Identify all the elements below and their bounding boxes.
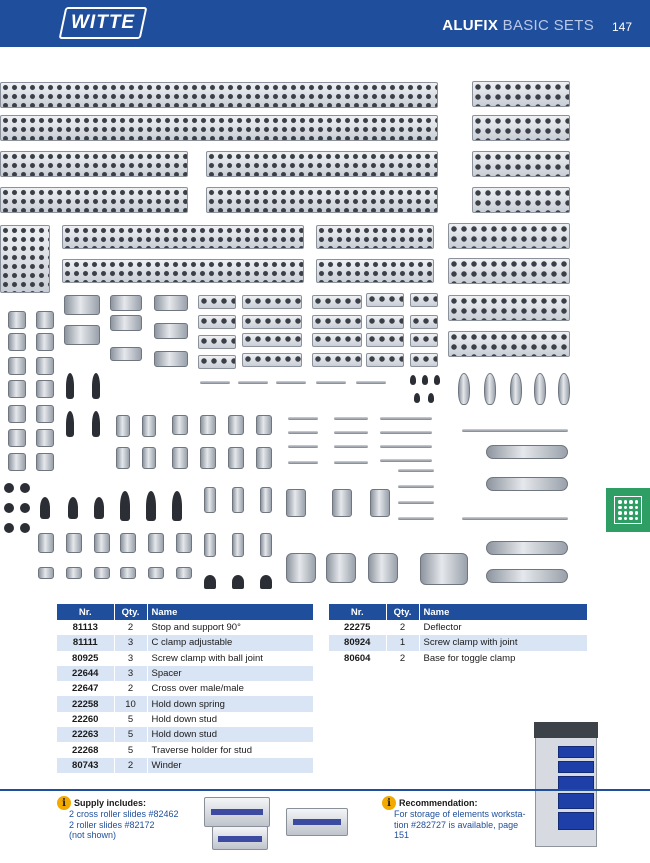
item-qty: 3 (114, 666, 147, 681)
roller-slide-image (286, 808, 348, 836)
section-title (442, 17, 594, 34)
workstation-cabinet-image (535, 727, 597, 847)
item-name: C clamp adjustable (147, 635, 314, 650)
item-name: Base for toggle clamp (419, 651, 588, 666)
page-number: 147 (611, 20, 632, 34)
item-number: 80925 (57, 651, 114, 666)
item-name: Winder (147, 758, 314, 773)
item-number: 22644 (57, 666, 114, 681)
table-row (57, 635, 314, 650)
item-number: 81113 (57, 620, 114, 635)
supply-line: 2 cross roller slides #82462 (69, 809, 179, 819)
table-row (57, 742, 314, 757)
parts-table-left (57, 604, 314, 773)
item-name: Screw clamp with ball joint (147, 651, 314, 666)
item-qty: 2 (386, 620, 419, 635)
item-qty: 10 (114, 696, 147, 711)
item-number: 22258 (57, 696, 114, 711)
item-qty: 2 (114, 758, 147, 773)
fixture-plate-icon (614, 496, 642, 524)
item-name: Cross over male/male (147, 681, 314, 696)
table-row (329, 620, 588, 635)
item-qty: 3 (114, 635, 147, 650)
table-header-row (57, 604, 314, 620)
table-row (57, 712, 314, 727)
table-row (57, 651, 314, 666)
table-row (57, 696, 314, 711)
item-name: Spacer (147, 666, 314, 681)
item-qty: 1 (386, 635, 419, 650)
recommendation-text (394, 809, 526, 841)
supply-line: 2 roller slides #82172 (69, 819, 155, 830)
item-qty: 5 (114, 712, 147, 727)
item-number: 22260 (57, 712, 114, 727)
roller-slide-image (212, 826, 268, 850)
table-row (57, 758, 314, 773)
recommendation-line: 151 (394, 830, 410, 840)
page-header (0, 0, 650, 47)
table-row (57, 666, 314, 681)
item-name: Stop and support 90° (147, 620, 314, 635)
roller-slide-image (204, 797, 270, 827)
item-number: 22647 (57, 681, 114, 696)
supply-line: (not shown) (69, 830, 117, 840)
parts-table-right (329, 604, 588, 666)
footer-divider (0, 789, 650, 791)
supply-note-text (69, 809, 179, 841)
item-number: 81111 (57, 635, 114, 650)
table-row (329, 635, 588, 650)
table-row (57, 620, 314, 635)
recommendation-line: tion #282727 is available, page (394, 819, 519, 830)
witte-logo (59, 7, 148, 39)
item-qty: 2 (114, 620, 147, 635)
table-header-row (329, 604, 588, 620)
item-name: Hold down spring (147, 696, 314, 711)
item-name: Hold down stud (147, 712, 314, 727)
item-number: 80604 (329, 651, 386, 666)
recommendation-line: For storage of elements worksta- (394, 809, 526, 819)
col-header-name: Name (419, 604, 588, 620)
item-qty: 5 (114, 742, 147, 757)
item-qty: 5 (114, 727, 147, 742)
info-icon: i (382, 796, 396, 810)
supply-note-title: Supply includes: (74, 798, 147, 808)
side-chapter-tab[interactable] (606, 488, 650, 532)
item-name: Screw clamp with joint (419, 635, 588, 650)
section-title-light: BASIC SETS (502, 17, 594, 34)
table-row (57, 727, 314, 742)
item-qty: 3 (114, 651, 147, 666)
item-number: 80924 (329, 635, 386, 650)
item-number: 22268 (57, 742, 114, 757)
item-name: Deflector (419, 620, 588, 635)
item-qty: 2 (114, 681, 147, 696)
table-row (57, 681, 314, 696)
col-header-name: Name (147, 604, 314, 620)
col-header-qty: Qty. (386, 604, 419, 620)
table-row (329, 651, 588, 666)
item-number: 22263 (57, 727, 114, 742)
col-header-nr: Nr. (329, 604, 386, 620)
col-header-qty: Qty. (114, 604, 147, 620)
item-name: Hold down stud (147, 727, 314, 742)
col-header-nr: Nr. (57, 604, 114, 620)
recommendation-title: Recommendation: (399, 798, 478, 808)
info-icon: i (57, 796, 71, 810)
item-number: 80743 (57, 758, 114, 773)
item-number: 22275 (329, 620, 386, 635)
product-set-image (0, 75, 600, 600)
logo-text: WITTE (70, 12, 136, 33)
item-qty: 2 (386, 651, 419, 666)
item-name: Traverse holder for stud (147, 742, 314, 757)
section-title-bold: ALUFIX (442, 17, 499, 34)
